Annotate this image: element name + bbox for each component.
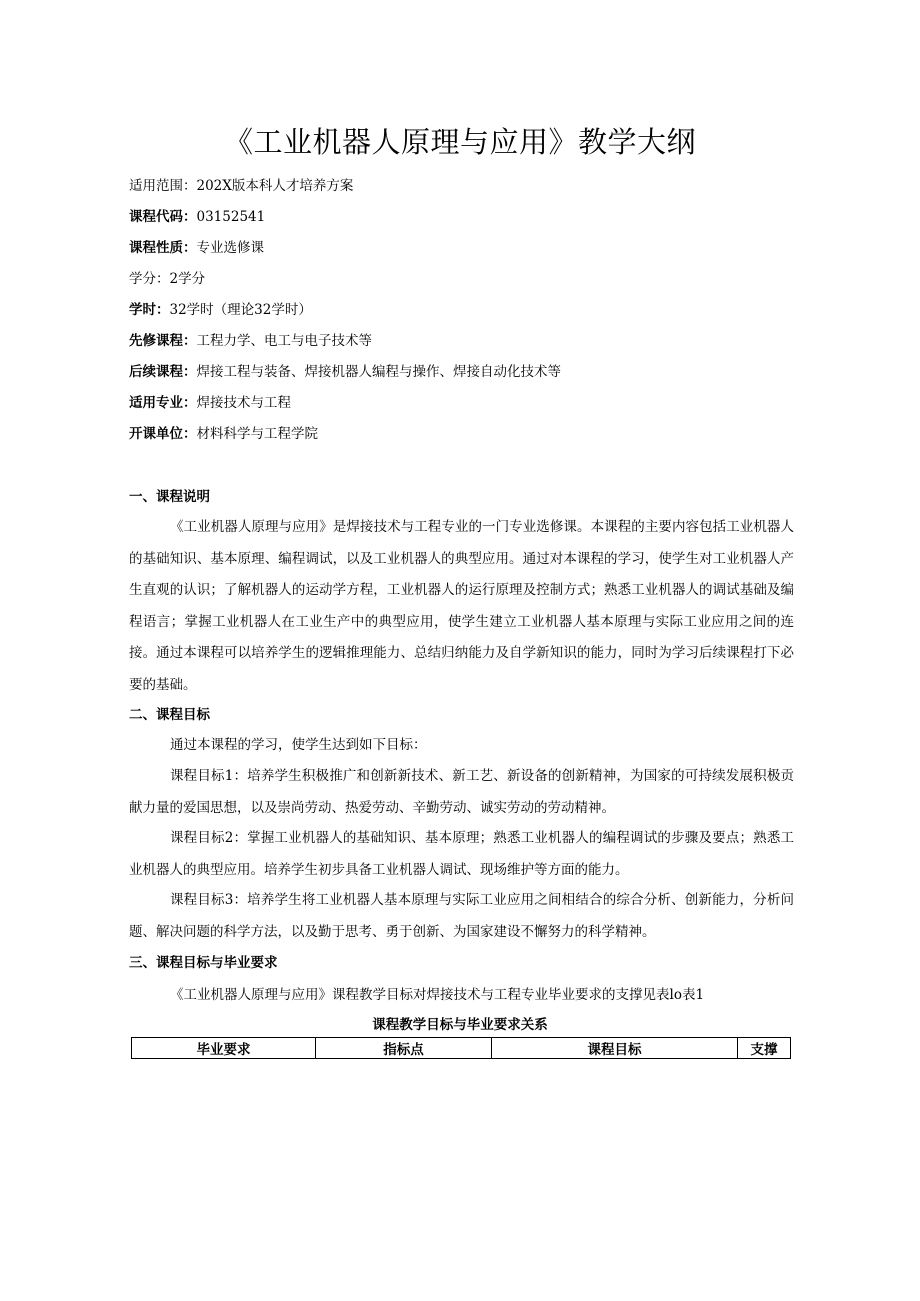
column-header-support: 支撑 (738, 1038, 791, 1059)
meta-label: 课程性质： (129, 240, 197, 256)
meta-value: 202X版本科人才培养方案 (196, 178, 354, 194)
meta-label: 适用范围： (129, 178, 197, 194)
meta-hours (129, 300, 312, 320)
meta-credits (129, 269, 205, 289)
goal-3-paragraph: 课程目标3：培养学生将工业机器人基本原理与实际工业应用之间相结合的综合分析、创新能力，分析问题、解决问题的科学方法，以及勤于思考、勇于创新、为国家建设不懈努力的科学精神。 (129, 892, 794, 940)
meta-value: 32学时（理论32学时） (169, 302, 312, 318)
table-caption: 课程教学目标与毕业要求关系 (372, 1017, 548, 1033)
column-header-indicator: 指标点 (316, 1038, 492, 1059)
document-title: 《工业机器人原理与应用》教学大纲 (223, 125, 696, 159)
meta-value: 2学分 (169, 271, 206, 287)
meta-label: 课程代码： (129, 209, 197, 225)
meta-value: 材料科学与工程学院 (196, 426, 318, 442)
meta-label: 后续课程： (129, 364, 197, 380)
meta-value: 焊接技术与工程 (196, 395, 291, 411)
column-header-course-goal: 课程目标 (492, 1038, 738, 1059)
section-heading-requirements: 三、课程目标与毕业要求 (129, 955, 278, 971)
meta-label: 适用专业： (129, 395, 197, 411)
meta-course-nature (129, 238, 264, 258)
meta-scope (129, 176, 353, 196)
column-header-graduation-requirement: 毕业要求 (132, 1038, 316, 1059)
section-heading-description: 一、课程说明 (129, 489, 210, 505)
meta-major (129, 393, 291, 413)
requirements-table (131, 1037, 791, 1059)
meta-course-code (129, 207, 265, 227)
meta-value: 专业选修课 (196, 240, 264, 256)
meta-value: 工程力学、电工与电子技术等 (196, 333, 372, 349)
course-description-paragraph: 《工业机器人原理与应用》是焊接技术与工程专业的一门专业选修课。本课程的主要内容包括工业机器人的基础知识、基本原理、编程调试，以及工业机器人的典型应用。通过对本课程的学习，使学生对工业机器人产生直观的认识；了解机器人的运动学方程，工业机器人的运行原理及控制方式；熟悉工业机器人的调试基础及编程语言；掌握工业机器人在工业生产中的典型应用，使学生建立工业机器人基本原理与实际工业应用之间的连接。通过本课程可以培养学生的逻辑推理能力、总结归纳能力及自学新知识的能力，同时为学习后续课程打下必要的基础。 (129, 519, 794, 693)
requirements-intro: 《工业机器人原理与应用》课程教学目标对焊接技术与工程专业毕业要求的支撑见表lo表1 (170, 987, 705, 1003)
goal-2-paragraph: 课程目标2：掌握工业机器人的基础知识、基本原理；熟悉工业机器人的编程调试的步骤及要点；熟悉工业机器人的典型应用。培养学生初步具备工业机器人调试、现场维护等方面的能力。 (129, 830, 794, 878)
table-header-row (132, 1038, 791, 1059)
goal-1-paragraph: 课程目标1：培养学生积极推广和创新新技术、新工艺、新设备的创新精神，为国家的可持续发展积极贡献力量的爱国思想，以及崇尚劳动、热爱劳动、辛勤劳动、诚实劳动的劳动精神。 (129, 768, 794, 816)
meta-department (129, 424, 318, 444)
meta-label: 学分： (129, 271, 170, 287)
goals-intro: 通过本课程的学习，使学生达到如下目标： (170, 737, 427, 753)
section-heading-goals: 二、课程目标 (129, 707, 210, 723)
meta-prerequisites (129, 331, 372, 351)
meta-value: 焊接工程与装备、焊接机器人编程与操作、焊接自动化技术等 (196, 364, 561, 380)
meta-label: 先修课程： (129, 333, 197, 349)
meta-value: 03152541 (196, 209, 266, 225)
meta-label: 学时： (129, 302, 170, 318)
meta-label: 开课单位： (129, 426, 197, 442)
meta-followup (129, 362, 561, 382)
